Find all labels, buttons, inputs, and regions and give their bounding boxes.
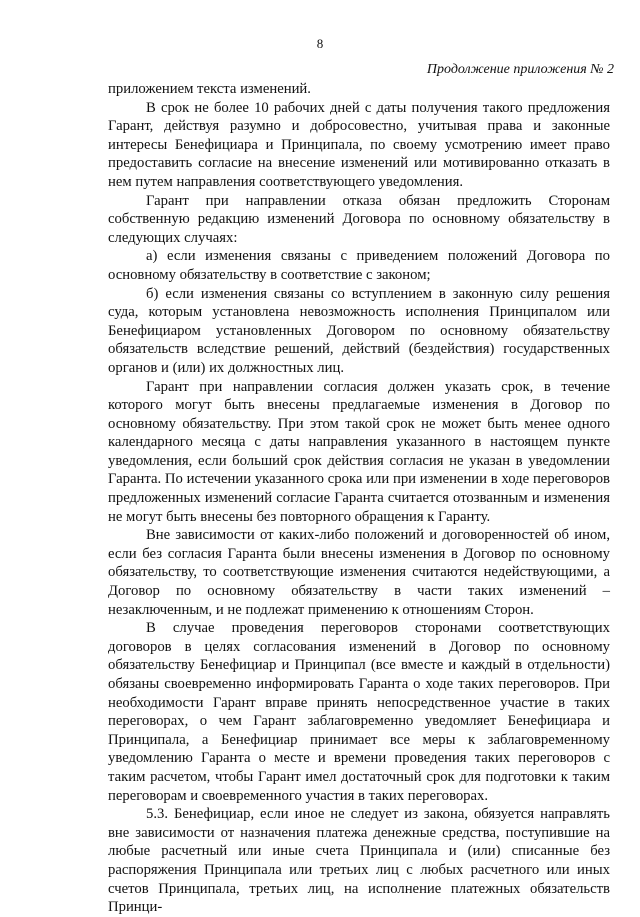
paragraph-guarantor-refusal: Гарант при направлении отказа обязан предложить Сторонам собственную редакцию изменений Договора по основному обязательству в следующих случаях: [108,192,610,246]
paragraph-section-5-3: 5.3. Бенефициар, если иное не следует из закона, обязуется направлять вне зависимости от назначения платежа денежные средства, поступившие на любые расчетный или иные счета Принципала и (или) списанные без распоряжения Принципала или третьих лиц с любых расчетного или иных счетов Принципала, третьих лиц, на исполнение платежных обязательств Принци- [108,806,610,916]
paragraph-guarantor-consent-term: В срок не более 10 рабочих дней с даты получения такого предложения Гарант, действуя разумно и добросовестно, учитывая права и законные интересы Бенефициара и Принципала, по своему усмотрению имеет право предоставить согласие на внесение изменений или мотивированно отказать в нем путем направления соответствующего уведомления. [108,99,610,190]
document-body [108,80,610,917]
paragraph-case-b: б) если изменения связаны со вступлением в законную силу решения суда, которым установлена невозможность исполнения Принципалом или Бенефициаром установленных Договором по основному обязательству обязательств вследствие решений, действий (бездействия) государственных органов и (или) их должностных лиц. [108,285,610,376]
paragraph-negotiations: В случае проведения переговоров сторонами соответствующих договоров в целях согласования изменений в Договор по основному обязательству Бенефициар и Принципал (все вместе и каждый в отдельности) обязаны своевременно информировать Гаранта о ходе таких переговоров. При необходимости Гарант вправе принять непосредственное участие в таких переговорах, о чем Гарант заблаговременно уведомляет Бенефициара и Принципала, а Бенефициар принимает все меры к заблаговременному уведомлению Гаранта о месте и времени проведения таких переговоров с таким расчетом, чтобы Гарант имел достаточный срок для подготовки к таким переговорам и своевременного участия в таких переговорах. [108,620,610,804]
paragraph-case-a: а) если изменения связаны с приведением положений Договора по основному обязательству в соответствие с законом; [108,248,610,283]
paragraph-changes-without-consent: Вне зависимости от каких-либо положений и договоренностей об ином, если без согласия Гаранта были внесены изменения в Договор по основному обязательству, то соответствующие изменения считаются недействующими, а Договор по основному обязательству в части таких изменений – незаключенным, и не подлежат применению к отношениям Сторон. [108,527,610,618]
paragraph-consent-period: Гарант при направлении согласия должен указать срок, в течение которого могут быть внесены предлагаемые изменения в Договор по основному обязательству. При этом такой срок не может быть менее одного календарного месяца с даты направления указанного в настоящем пункте уведомления, если больший срок действия согласия не указан в уведомлении Гаранта. По истечении указанного срока или при изменении в ходе переговоров предложенных изменений согласие Гаранта считается отозванным и изменения не могут быть внесены без повторного обращения к Гаранту. [108,378,610,525]
running-header: Продолжение приложения № 2 [426,62,614,77]
page-number: 8 [316,36,324,51]
paragraph-continuation: приложением текста изменений. [108,81,311,97]
